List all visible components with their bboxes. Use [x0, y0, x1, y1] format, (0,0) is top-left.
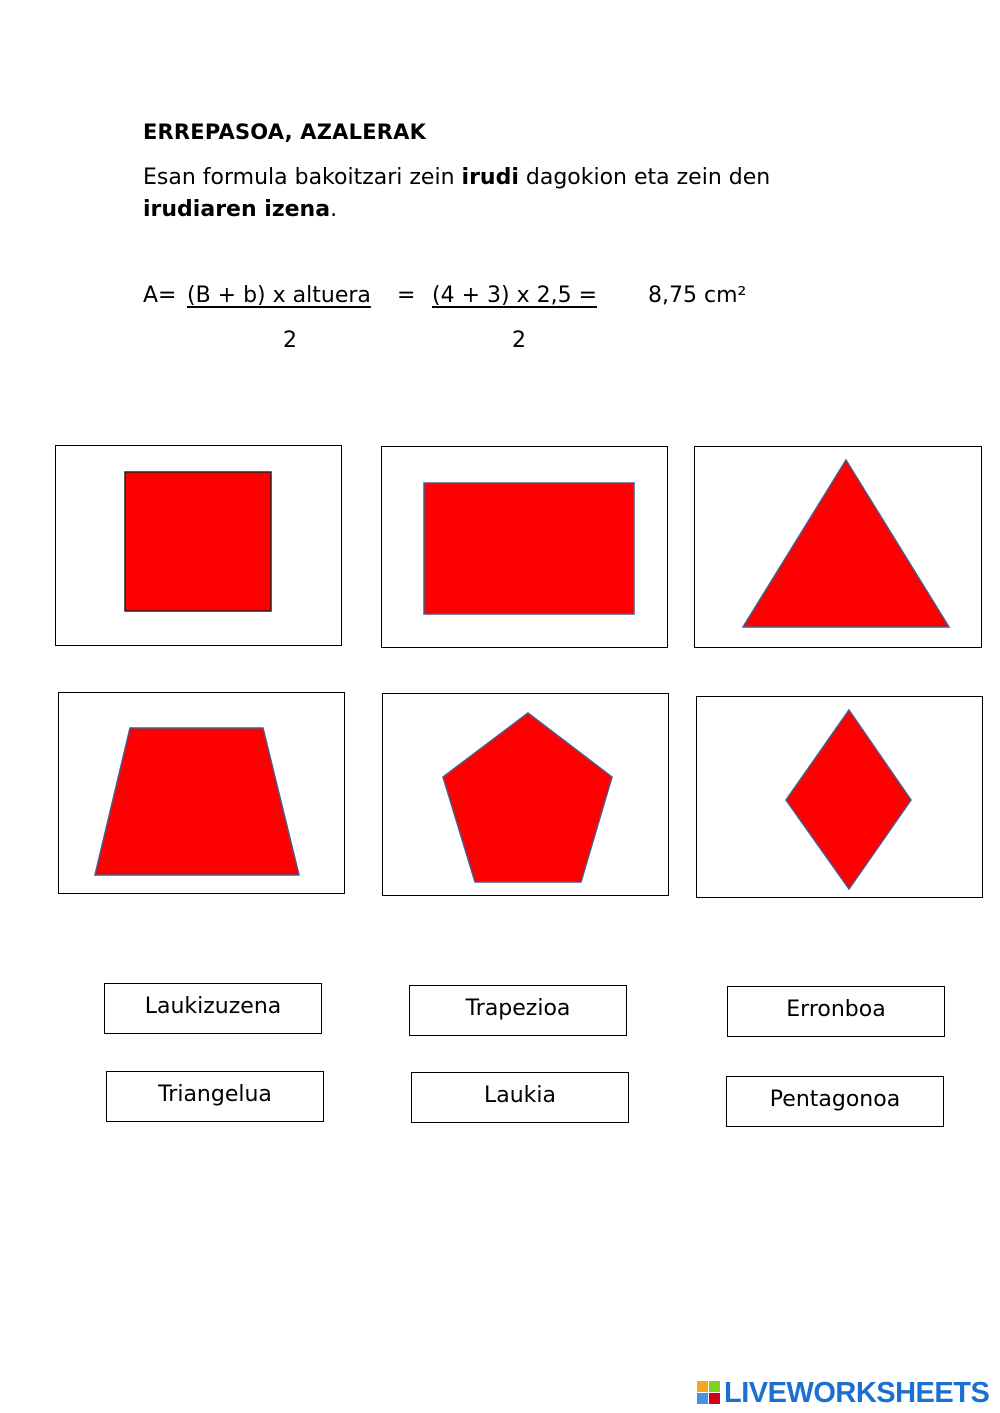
triangle: [743, 460, 949, 627]
shape-box-trapezoid[interactable]: [58, 692, 345, 894]
formula-result: 8,75 cm²: [648, 283, 747, 308]
label-laukizuzena[interactable]: Laukizuzena: [104, 983, 322, 1034]
shape-box-rhombus[interactable]: [696, 696, 983, 898]
logo-text: LIVEWORKSHEETS: [724, 1376, 990, 1409]
pentagon-shape: [383, 694, 670, 897]
label-erronboa[interactable]: Erronboa: [727, 986, 945, 1037]
shape-box-triangle[interactable]: [694, 446, 982, 648]
logo-icon: [697, 1381, 721, 1405]
page-title: ERREPASOA, AZALERAK: [143, 120, 427, 144]
formula-denominator-values: 2: [512, 328, 526, 353]
liveworksheets-logo: [697, 1378, 989, 1408]
square: [125, 472, 271, 611]
formula-denominator-general: 2: [283, 328, 297, 353]
rectangle-shape: [382, 447, 669, 649]
instruction-end: .: [330, 197, 338, 222]
instruction-text: [143, 162, 863, 226]
trapezoid: [95, 728, 299, 875]
shape-box-rectangle[interactable]: [381, 446, 668, 648]
rhombus-shape: [697, 697, 984, 899]
formula-numerator-values: (4 + 3) x 2,5 =: [432, 283, 597, 308]
shape-box-pentagon[interactable]: [382, 693, 669, 896]
shape-box-square[interactable]: [55, 445, 342, 646]
instruction-bold-irudi: irudi: [461, 165, 519, 190]
trapezoid-shape: [59, 693, 346, 895]
label-trapezioa[interactable]: Trapezioa: [409, 985, 627, 1036]
triangle-shape: [695, 447, 983, 649]
instruction-part2: dagokion eta zein den: [518, 165, 771, 190]
formula-equals: =: [397, 283, 416, 308]
label-triangelua[interactable]: Triangelua: [106, 1071, 324, 1122]
square-shape: [56, 446, 343, 647]
pentagon: [443, 713, 612, 882]
rhombus: [786, 710, 911, 889]
label-pentagonoa[interactable]: Pentagonoa: [726, 1076, 944, 1127]
label-laukia[interactable]: Laukia: [411, 1072, 629, 1123]
formula-lhs: A=: [143, 283, 177, 308]
instruction-bold-izena: irudiaren izena: [143, 197, 331, 222]
rectangle: [424, 483, 634, 614]
instruction-part1: Esan formula bakoitzari zein: [143, 165, 462, 190]
formula-numerator-general: (B + b) x altuera: [187, 283, 371, 308]
